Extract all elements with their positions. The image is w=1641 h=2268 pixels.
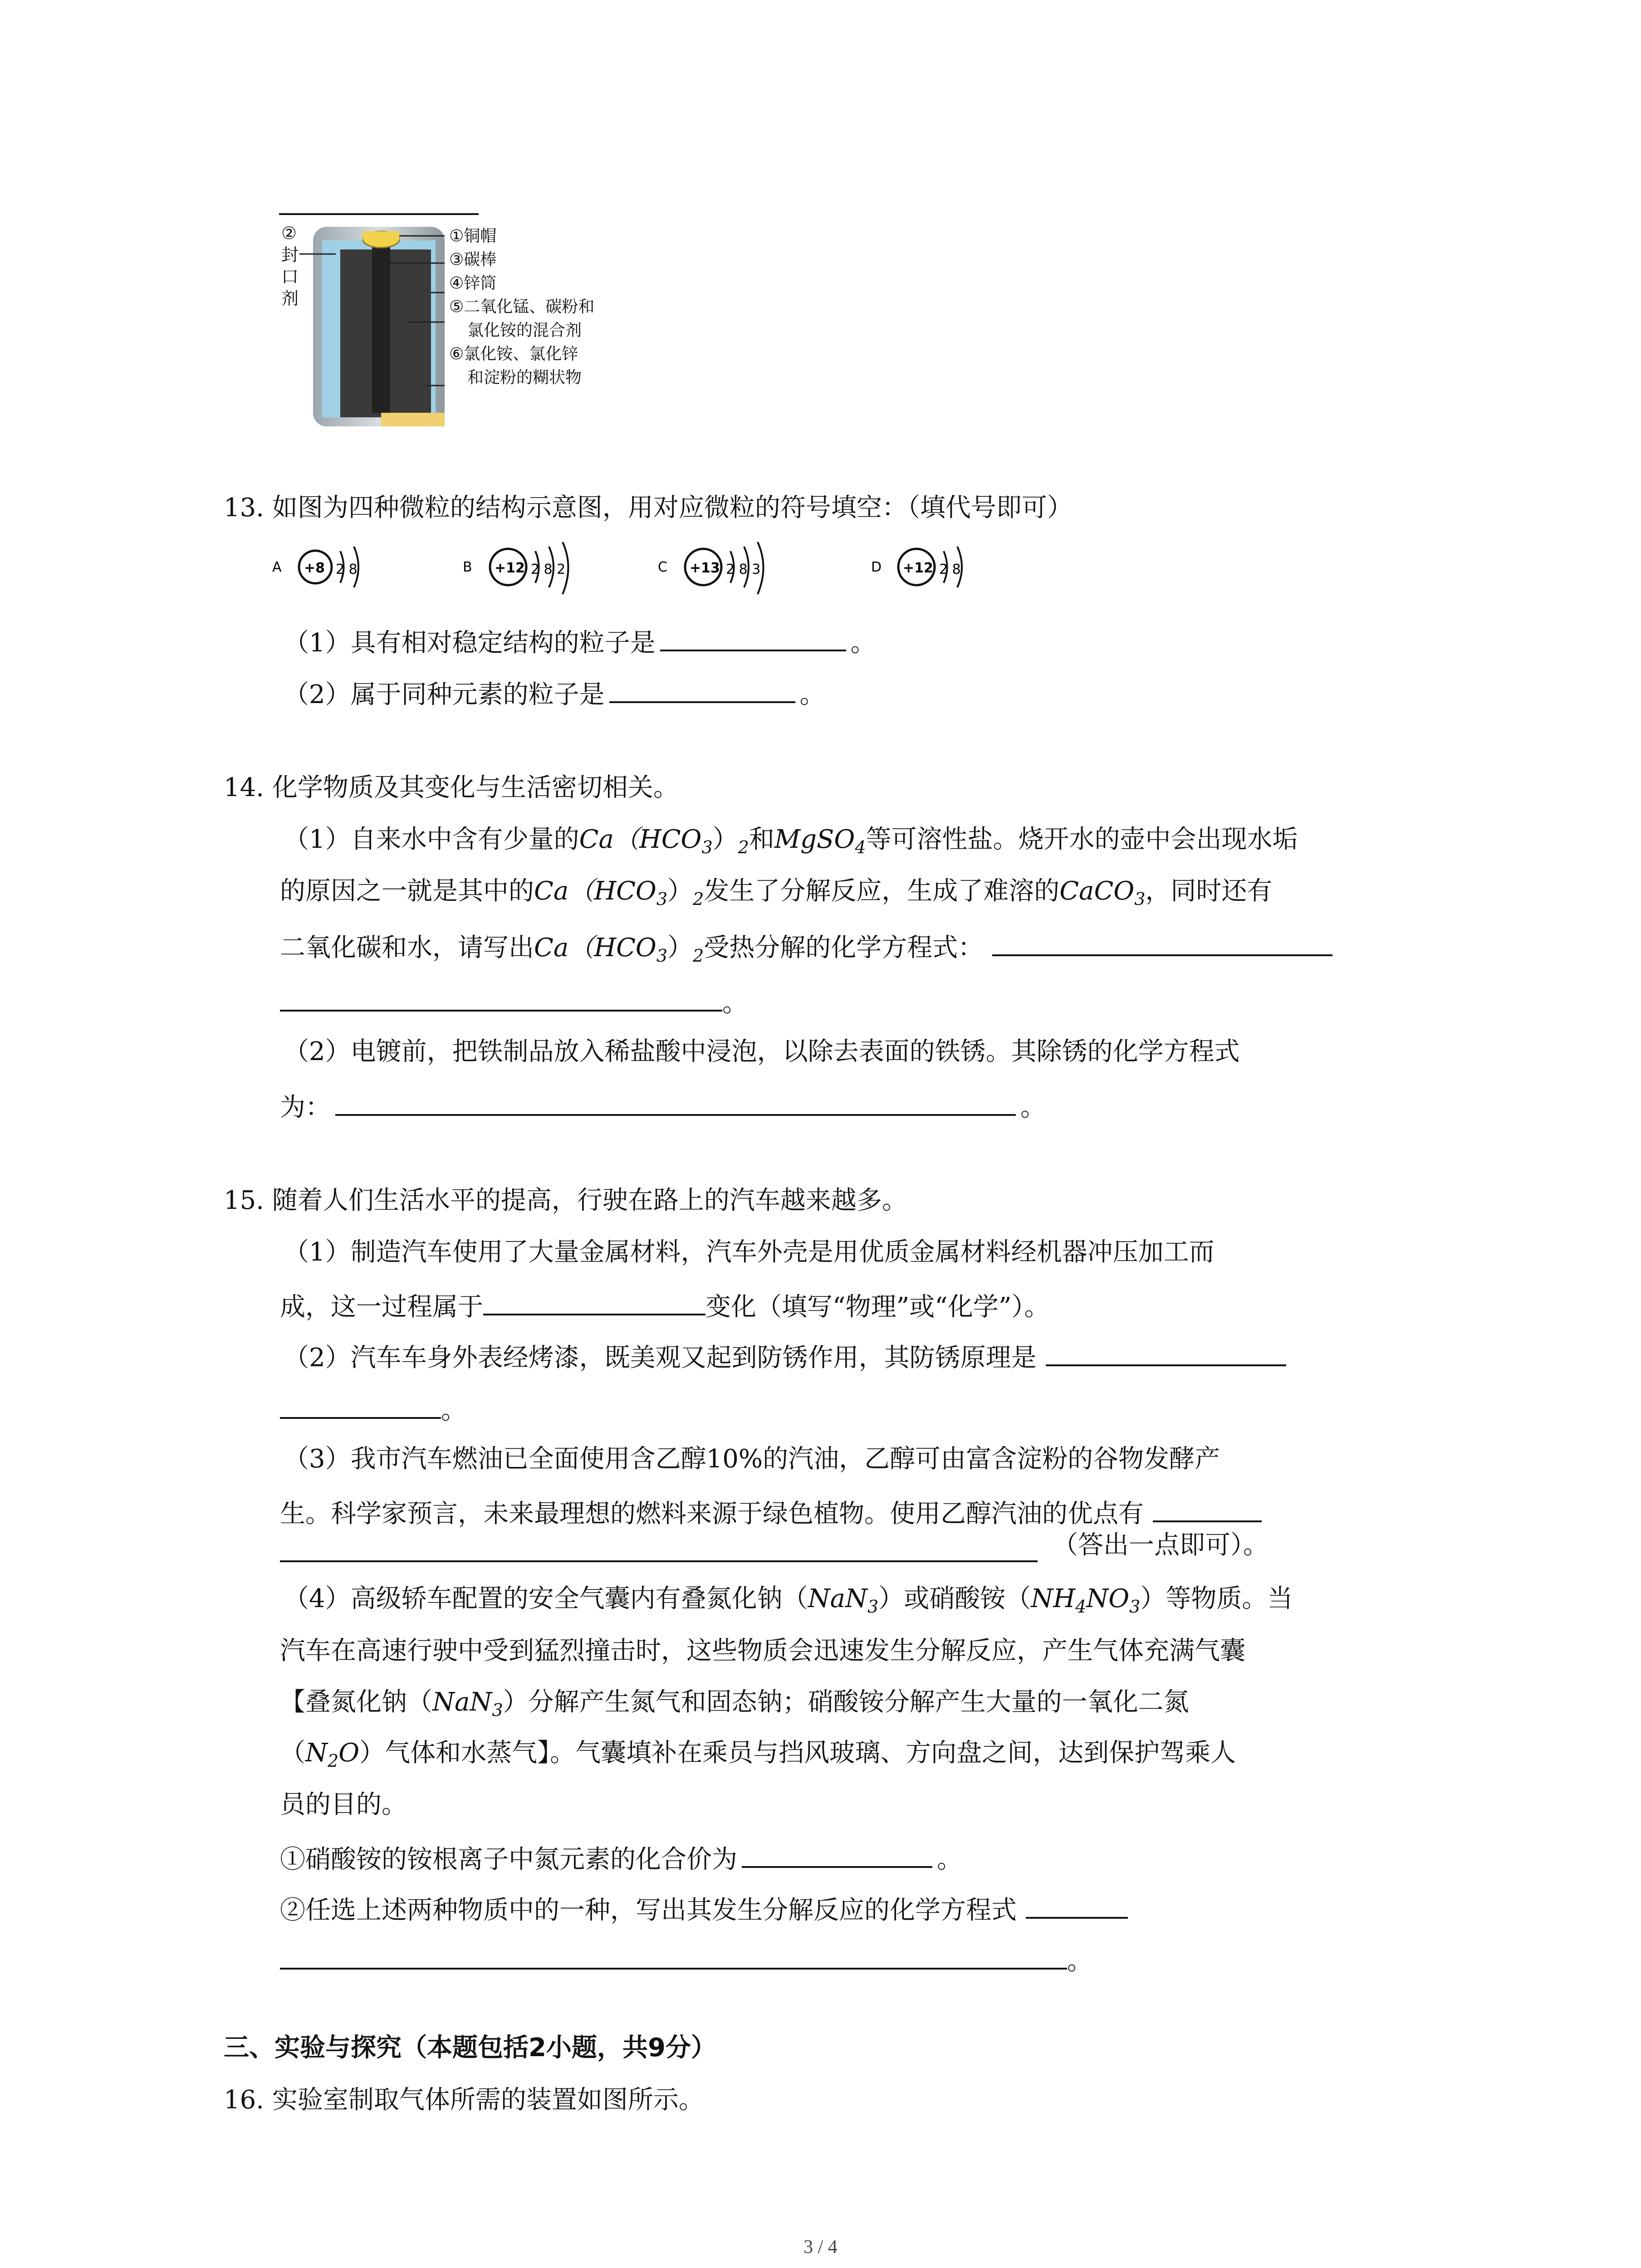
q14-p2-line2: 为： 。	[280, 1089, 1046, 1124]
q14-blank1a[interactable]	[992, 929, 1332, 956]
q14-stem: 14. 化学物质及其变化与生活密切相关。	[224, 773, 679, 802]
q15-p1-line1: （1）制造汽车使用了大量金属材料，汽车外壳是用优质金属材料经机器冲压加工而	[284, 1237, 1215, 1267]
q15-p4-line2: 汽车在高速行驶中受到猛烈撞击时，这些物质会迅速发生分解反应，产生气体充满气囊	[280, 1636, 1245, 1666]
q13-part1: （1）具有相对稳定结构的粒子是 。	[284, 624, 876, 659]
q15-blank2b[interactable]	[280, 1392, 441, 1419]
q15-p4-line3: 【叠氮化钠（NaN$_3$）分解产生氮气和固态钠；硝酸铵分解产生大量的一氧化二氮	[280, 1687, 1189, 1721]
q14-p1-line2: 的原因之一就是其中的$Ca(HCO_3)_2$发生了分解反应，生成了难溶的CaCO$_3$，同时还有	[280, 876, 1273, 909]
label-seal-1: 封	[281, 245, 299, 265]
label-seal-3: 剂	[281, 288, 299, 308]
q13-stem: 13. 如图为四种微粒的结构示意图，用对应微粒的符号填空：（填代号即可）	[224, 493, 1073, 523]
q15-blank5a[interactable]	[1026, 1892, 1128, 1919]
page-number: 3 / 4	[803, 2237, 838, 2258]
q14-p1-line3: 二氧化碳和水，请写出$Ca(HCO_3)_2$受热分解的化学方程式：	[280, 929, 1332, 972]
q15-s1: ①硝酸铵的铵根离子中氮元素的化合价为 。	[280, 1841, 962, 1876]
label-paste-b: 和淀粉的糊状物	[467, 368, 582, 387]
label-copper-cap: ①铜帽	[449, 227, 497, 245]
atom-a-shells: 2 8	[336, 562, 358, 577]
atom-a	[272, 547, 358, 587]
q15-p3-note: （答出一点即可）。	[1053, 1530, 1269, 1560]
q15-blank3a[interactable]	[1153, 1495, 1262, 1522]
q14-blank2[interactable]	[335, 1089, 1016, 1116]
atom-c-nucleus: +13	[690, 560, 720, 576]
atom-b-nucleus: +12	[495, 560, 525, 576]
atom-c-shells: 2 8 3	[726, 562, 761, 577]
atom-a-letter: A	[272, 559, 282, 575]
q15-s2-line1: ②任选上述两种物质中的一种，写出其发生分解反应的化学方程式	[280, 1892, 1128, 1926]
battery-figure	[272, 213, 635, 440]
label-seal-num: ②	[281, 223, 297, 243]
q15-blank2a[interactable]	[1046, 1339, 1286, 1366]
atom-a-nucleus: +8	[304, 560, 325, 576]
q15-p3-line2: 生。科学家预言，未来最理想的燃料来源于绿色植物。使用乙醇汽油的优点有	[280, 1495, 1262, 1530]
label-seal-2: 口	[281, 267, 299, 287]
q15-blank4[interactable]	[742, 1841, 932, 1868]
atom-b-letter: B	[463, 559, 472, 575]
q15-blank1[interactable]	[483, 1288, 705, 1315]
label-carbon-rod: ③碳棒	[449, 250, 497, 269]
q13-part2: （2）属于同种元素的粒子是 。	[284, 676, 825, 711]
q13-blank1[interactable]	[660, 624, 846, 651]
q16-stem: 16. 实验室制取气体所需的装置如图所示。	[224, 2085, 704, 2115]
atom-d-letter: D	[871, 559, 882, 575]
label-zinc-can: ④锌筒	[449, 274, 497, 293]
q15-s2-line2: 。	[280, 1942, 1092, 1977]
q14-p2-line1: （2）电镀前，把铁制品放入稀盐酸中浸泡，以除去表面的铁锈。其除锈的化学方程式	[284, 1037, 1240, 1066]
atom-d-shells: 2 8	[939, 562, 961, 577]
q15-p4-line1: （4）高级轿车配置的安全气囊内有叠氮化钠（NaN$_3$）或硝酸铵$(NH_4NO_3)$等物质。当	[284, 1584, 1293, 1617]
q15-blank3b[interactable]	[280, 1535, 1038, 1562]
q14-blank1b[interactable]	[280, 984, 722, 1012]
atom-c	[658, 542, 764, 594]
q15-blank5b[interactable]	[280, 1942, 1067, 1970]
q15-p3-line3	[280, 1535, 1038, 1570]
label-mix-b: 氯化铵的混合剂	[467, 321, 582, 340]
atom-d	[871, 547, 962, 587]
q15-p3-line1: （3）我市汽车燃油已全面使用含乙醇10%的汽油，乙醇可由富含淀粉的谷物发酵产	[284, 1444, 1220, 1474]
q15-p4-line4: $(N_2O)$气体和水蒸气】。气囊填补在乘员与挡风玻璃、方向盘之间，达到保护驾乘人	[280, 1738, 1236, 1771]
atom-b-shells: 2 8 2	[531, 562, 566, 577]
q14-p1-line1: （1）自来水中含有少量的$Ca(HCO_3)_2$和MgSO$_4$等可溶性盐。烧开水的壶中会出现水垢	[284, 825, 1298, 858]
q14-p1-line4: 。	[280, 984, 748, 1019]
label-mix-a: ⑤二氧化锰、碳粉和	[449, 298, 595, 316]
section-3-heading: 三、实验与探究（本题包括2小题，共9分）	[224, 2033, 716, 2063]
q13-blank2[interactable]	[609, 676, 795, 703]
atom-c-letter: C	[658, 559, 667, 575]
q15-p2-line2: 。	[280, 1392, 466, 1427]
q15-p1-line2: 成，这一过程属于 变化（填写“物理”或“化学”）。	[280, 1288, 1050, 1323]
label-paste-a: ⑥氯化铵、氯化锌	[449, 345, 578, 363]
q15-p2-line1: （2）汽车车身外表经烤漆，既美观又起到防锈作用，其防锈原理是	[284, 1339, 1286, 1374]
atom-d-nucleus: +12	[903, 560, 933, 576]
atom-diagrams	[272, 535, 1043, 599]
q15-stem: 15. 随着人们生活水平的提高，行驶在路上的汽车越来越多。	[224, 1186, 907, 1215]
atom-b	[463, 542, 568, 594]
q15-p4-line5: 员的目的。	[280, 1790, 407, 1819]
